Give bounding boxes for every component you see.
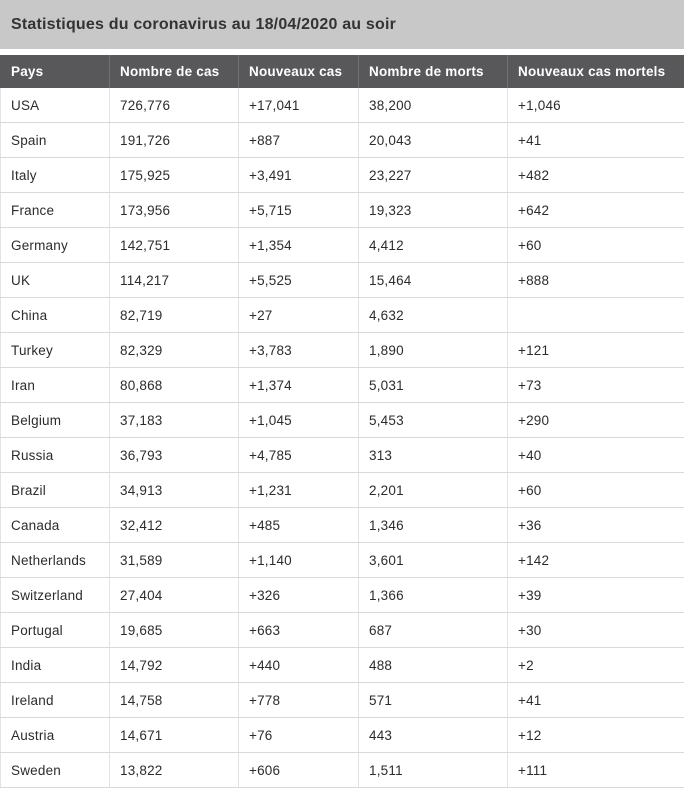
table-row xyxy=(1,123,684,158)
cases-cell: 191,726 xyxy=(110,123,239,158)
country-cell: Ireland xyxy=(1,683,110,718)
new-cases-cell: +887 xyxy=(239,123,359,158)
new-cases-cell: +663 xyxy=(239,613,359,648)
country-cell: UK xyxy=(1,263,110,298)
country-cell: Brazil xyxy=(1,473,110,508)
country-cell: Netherlands xyxy=(1,543,110,578)
table-row xyxy=(1,228,684,263)
new-cases-cell: +1,374 xyxy=(239,368,359,403)
deaths-cell: 4,632 xyxy=(359,298,508,333)
deaths-cell: 5,453 xyxy=(359,403,508,438)
country-cell: Switzerland xyxy=(1,578,110,613)
table-row xyxy=(1,683,684,718)
new-cases-cell: +4,785 xyxy=(239,438,359,473)
new-deaths-cell: +142 xyxy=(508,543,684,578)
deaths-cell: 1,890 xyxy=(359,333,508,368)
new-cases-cell: +1,354 xyxy=(239,228,359,263)
country-cell: China xyxy=(1,298,110,333)
new-cases-cell: +1,140 xyxy=(239,543,359,578)
new-deaths-cell: +121 xyxy=(508,333,684,368)
new-deaths-cell: +1,046 xyxy=(508,88,684,123)
title-band xyxy=(0,0,684,49)
new-deaths-cell: +482 xyxy=(508,158,684,193)
new-deaths-cell: +39 xyxy=(508,578,684,613)
country-cell: USA xyxy=(1,88,110,123)
table-row xyxy=(1,403,684,438)
table-row xyxy=(1,193,684,228)
country-cell: India xyxy=(1,648,110,683)
country-cell: Portugal xyxy=(1,613,110,648)
deaths-cell: 1,346 xyxy=(359,508,508,543)
deaths-cell: 23,227 xyxy=(359,158,508,193)
table-header-row xyxy=(1,55,684,88)
cases-cell: 80,868 xyxy=(110,368,239,403)
table-row xyxy=(1,88,684,123)
new-deaths-cell: +41 xyxy=(508,123,684,158)
stats-table xyxy=(0,55,684,788)
new-deaths-cell: +642 xyxy=(508,193,684,228)
deaths-cell: 5,031 xyxy=(359,368,508,403)
column-header-pays: Pays xyxy=(1,55,110,88)
cases-cell: 14,792 xyxy=(110,648,239,683)
deaths-cell: 19,323 xyxy=(359,193,508,228)
new-cases-cell: +1,231 xyxy=(239,473,359,508)
country-cell: Sweden xyxy=(1,753,110,788)
column-header-nombre-de-cas: Nombre de cas xyxy=(110,55,239,88)
new-cases-cell: +440 xyxy=(239,648,359,683)
table-row xyxy=(1,613,684,648)
new-cases-cell: +27 xyxy=(239,298,359,333)
table-row xyxy=(1,158,684,193)
new-cases-cell: +778 xyxy=(239,683,359,718)
new-cases-cell: +485 xyxy=(239,508,359,543)
deaths-cell: 3,601 xyxy=(359,543,508,578)
deaths-cell: 571 xyxy=(359,683,508,718)
cases-cell: 13,822 xyxy=(110,753,239,788)
country-cell: Turkey xyxy=(1,333,110,368)
deaths-cell: 1,511 xyxy=(359,753,508,788)
column-header-nouveaux-cas: Nouveaux cas xyxy=(239,55,359,88)
new-deaths-cell: +111 xyxy=(508,753,684,788)
deaths-cell: 4,412 xyxy=(359,228,508,263)
column-header-nombre-de-morts: Nombre de morts xyxy=(359,55,508,88)
new-cases-cell: +5,715 xyxy=(239,193,359,228)
cases-cell: 37,183 xyxy=(110,403,239,438)
country-cell: Canada xyxy=(1,508,110,543)
new-cases-cell: +3,783 xyxy=(239,333,359,368)
deaths-cell: 687 xyxy=(359,613,508,648)
deaths-cell: 443 xyxy=(359,718,508,753)
new-deaths-cell: +60 xyxy=(508,228,684,263)
table-row xyxy=(1,438,684,473)
country-cell: Russia xyxy=(1,438,110,473)
new-deaths-cell: +41 xyxy=(508,683,684,718)
table-row xyxy=(1,473,684,508)
new-deaths-cell: +12 xyxy=(508,718,684,753)
cases-cell: 19,685 xyxy=(110,613,239,648)
cases-cell: 31,589 xyxy=(110,543,239,578)
deaths-cell: 38,200 xyxy=(359,88,508,123)
cases-cell: 14,671 xyxy=(110,718,239,753)
new-cases-cell: +5,525 xyxy=(239,263,359,298)
country-cell: Italy xyxy=(1,158,110,193)
deaths-cell: 15,464 xyxy=(359,263,508,298)
cases-cell: 82,329 xyxy=(110,333,239,368)
deaths-cell: 2,201 xyxy=(359,473,508,508)
table-row xyxy=(1,578,684,613)
table-row xyxy=(1,543,684,578)
table-row xyxy=(1,508,684,543)
column-header-nouveaux-cas-mortels: Nouveaux cas mortels xyxy=(508,55,684,88)
new-cases-cell: +76 xyxy=(239,718,359,753)
new-cases-cell: +3,491 xyxy=(239,158,359,193)
new-deaths-cell xyxy=(508,298,684,333)
table-row xyxy=(1,648,684,683)
table-row xyxy=(1,368,684,403)
country-cell: Spain xyxy=(1,123,110,158)
new-cases-cell: +326 xyxy=(239,578,359,613)
new-deaths-cell: +290 xyxy=(508,403,684,438)
cases-cell: 27,404 xyxy=(110,578,239,613)
new-deaths-cell: +30 xyxy=(508,613,684,648)
deaths-cell: 20,043 xyxy=(359,123,508,158)
cases-cell: 175,925 xyxy=(110,158,239,193)
cases-cell: 34,913 xyxy=(110,473,239,508)
cases-cell: 32,412 xyxy=(110,508,239,543)
new-deaths-cell: +888 xyxy=(508,263,684,298)
cases-cell: 726,776 xyxy=(110,88,239,123)
page-title: Statistiques du coronavirus au 18/04/2020 au soir xyxy=(11,15,397,33)
country-cell: France xyxy=(1,193,110,228)
cases-cell: 14,758 xyxy=(110,683,239,718)
new-cases-cell: +17,041 xyxy=(239,88,359,123)
new-deaths-cell: +60 xyxy=(508,473,684,508)
deaths-cell: 488 xyxy=(359,648,508,683)
table-row xyxy=(1,263,684,298)
country-cell: Austria xyxy=(1,718,110,753)
deaths-cell: 1,366 xyxy=(359,578,508,613)
new-cases-cell: +606 xyxy=(239,753,359,788)
deaths-cell: 313 xyxy=(359,438,508,473)
table-row xyxy=(1,753,684,788)
table-row xyxy=(1,333,684,368)
cases-cell: 82,719 xyxy=(110,298,239,333)
cases-cell: 142,751 xyxy=(110,228,239,263)
table-row xyxy=(1,718,684,753)
new-deaths-cell: +36 xyxy=(508,508,684,543)
new-cases-cell: +1,045 xyxy=(239,403,359,438)
new-deaths-cell: +40 xyxy=(508,438,684,473)
table-body xyxy=(1,88,684,788)
country-cell: Iran xyxy=(1,368,110,403)
cases-cell: 36,793 xyxy=(110,438,239,473)
table-row xyxy=(1,298,684,333)
cases-cell: 173,956 xyxy=(110,193,239,228)
new-deaths-cell: +2 xyxy=(508,648,684,683)
cases-cell: 114,217 xyxy=(110,263,239,298)
country-cell: Belgium xyxy=(1,403,110,438)
new-deaths-cell: +73 xyxy=(508,368,684,403)
country-cell: Germany xyxy=(1,228,110,263)
